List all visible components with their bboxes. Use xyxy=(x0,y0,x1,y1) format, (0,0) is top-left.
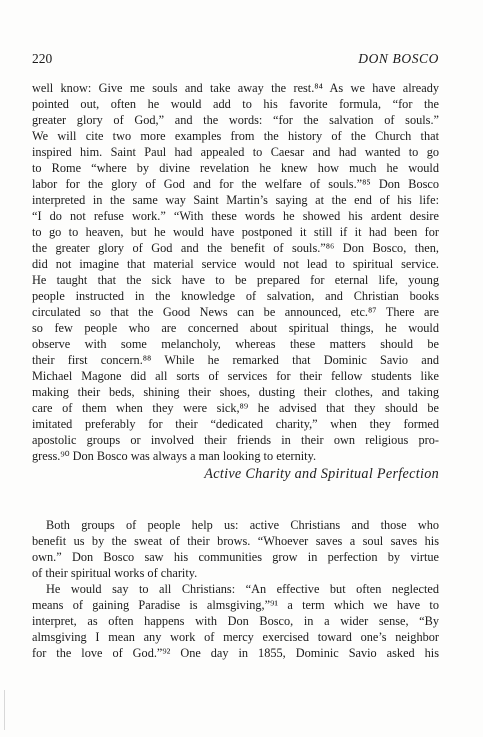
text-line: inspired him. Saint Paul had appealed to Caesar and had wanted to go xyxy=(32,145,439,159)
text-line: labor for the glory of God and for the welfare of souls.”⁸⁵ Don Bosco xyxy=(32,177,439,191)
paragraph-1 xyxy=(32,80,439,464)
text-line: pointed out, often he would add to his favorite formula, “for the xyxy=(32,97,439,111)
text-line: Michael Magone did all sorts of services for their fellow students like xyxy=(32,369,439,383)
text-line: to Rome “where by divine revelation he knew how much he would xyxy=(32,161,439,175)
text-line: to go to heaven, but he would have postponed it still if it had been for xyxy=(32,225,439,239)
section-heading: Active Charity and Spiritual Perfection xyxy=(204,466,439,482)
running-title: DON BOSCO xyxy=(358,51,439,66)
text-line: benefit us by the sweat of their brows. “Whoever saves a soul saves his xyxy=(32,534,439,548)
text-line: making their beds, shining their shoes, dusting their clothes, and taking xyxy=(32,385,439,399)
text-line: We will cite two more examples from the history of the Church that xyxy=(32,129,439,143)
page-edge-shadow xyxy=(4,690,5,730)
text-line: greater glory of God,” and the words: “for the salvation of souls.” xyxy=(32,113,439,127)
text-line: so few people who are concerned about spiritual things, he would xyxy=(32,321,439,335)
text-line: Both groups of people help us: active Christians and those who xyxy=(46,518,439,532)
text-line: did not imagine that material service would not lead to spiritual service. xyxy=(32,257,439,271)
text-line: their first concern.⁸⁸ While he remarked that Dominic Savio and xyxy=(32,353,439,367)
text-line: own.” Don Bosco saw his communities grow in perfection by virtue xyxy=(32,550,439,564)
text-line: “I do not refuse work.” “With these words he showed his ardent desire xyxy=(32,209,439,223)
paragraph-2-and-3 xyxy=(32,517,439,661)
text-line: the greater glory of God and the benefit of souls.”⁸⁶ Don Bosco, then, xyxy=(32,241,439,255)
text-line: interpreted in the same way Saint Martin’s saying at the end of his life: xyxy=(32,193,439,207)
page-number: 220 xyxy=(32,51,53,66)
text-line: well know: Give me souls and take away the rest.⁸⁴ As we have already xyxy=(32,81,439,95)
text-line: means of gaining Paradise is almsgiving,”⁹¹ a term which we have to xyxy=(32,598,439,612)
text-line: observe with some melancholy, whereas these matters should be xyxy=(32,337,439,351)
text-line: He would say to all Christians: “An effective but often neglected xyxy=(46,582,439,596)
text-line: gress.⁹⁰ Don Bosco was always a man looking to eternity. xyxy=(32,449,317,463)
page-header xyxy=(32,51,439,69)
text-line: interpret, as often happens with Don Bosco, in a wider sense, “By xyxy=(32,614,439,628)
text-line: care of them when they were sick,⁸⁹ he advised that they should be xyxy=(32,401,439,415)
text-line: He taught that the sick have to be prepared for eternal life, young xyxy=(32,273,439,287)
text-line: apostolic groups or involved their friends in their own religious pro- xyxy=(32,433,439,447)
text-line: people instructed in the knowledge of salvation, and Christian books xyxy=(32,289,439,303)
text-line: for the love of God.”⁹² One day in 1855, Dominic Savio asked his xyxy=(32,646,439,660)
text-line: circulated so that the Good News can be announced, etc.⁸⁷ There are xyxy=(32,305,439,319)
text-line: almsgiving I mean any work of mercy exercised toward one’s neighbor xyxy=(32,630,439,644)
text-line: of their spiritual works of charity. xyxy=(32,566,198,580)
text-line: imitated preferably for their “dedicated charity,” when they formed xyxy=(32,417,439,431)
